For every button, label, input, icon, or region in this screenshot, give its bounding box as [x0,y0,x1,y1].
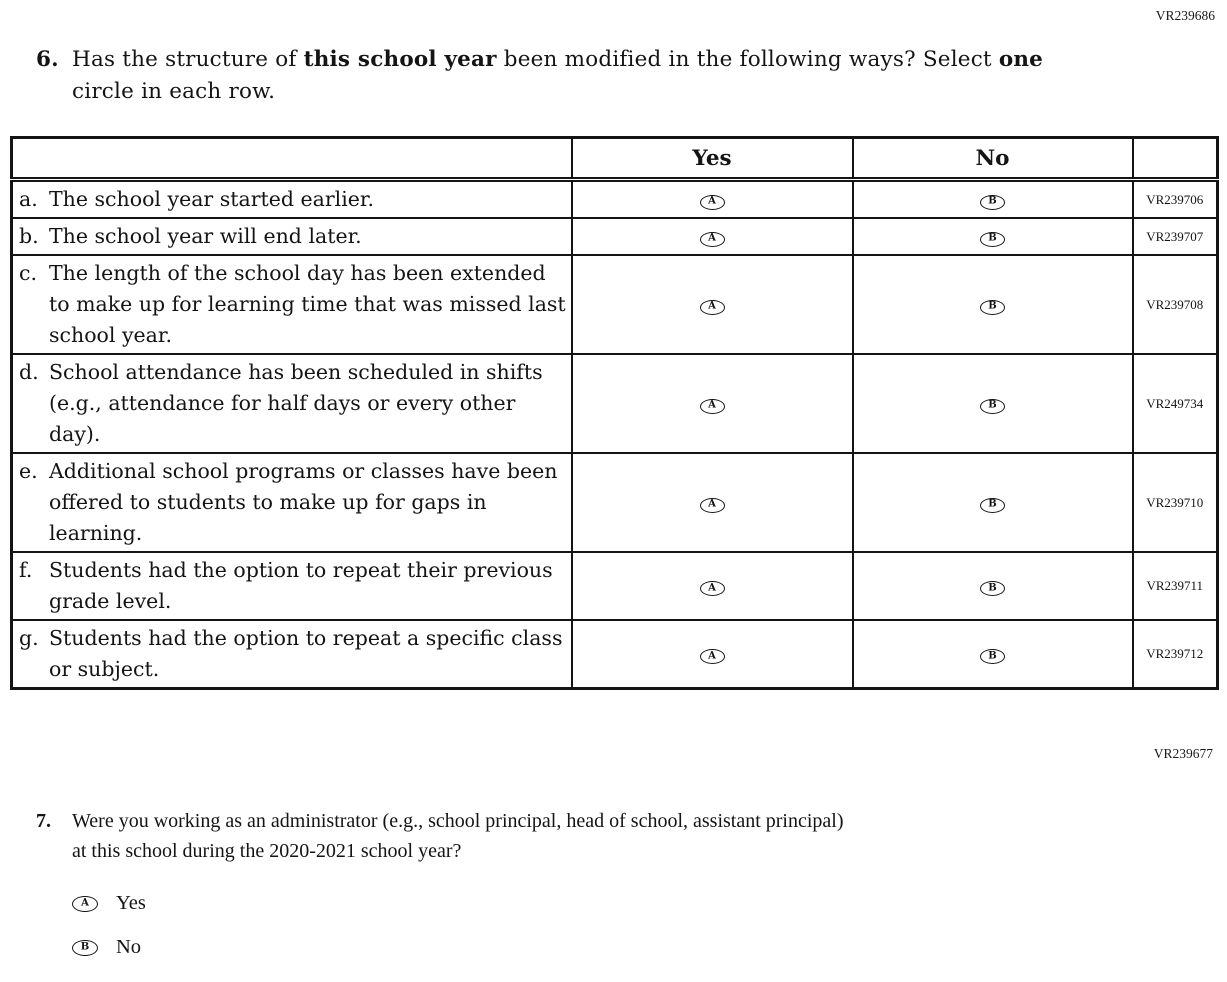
option-no-label: No [116,936,142,958]
question-7 [36,806,1227,866]
row-text: The length of the school day has been extended to make up for learning time that was missed last school year. [49,261,566,347]
bubble-letter: A [708,650,716,662]
bubble-letter: B [988,582,997,594]
answer-bubble-yes[interactable] [700,195,725,210]
row-label: a. [19,187,38,211]
row-label: c. [19,261,37,285]
question-6-text-part: been modified in the following ways? Select [496,47,999,72]
form-code-top: VR239686 [1155,8,1215,23]
row-code: VR239710 [1133,453,1218,552]
answer-bubble-no[interactable] [980,300,1005,315]
header-no: No [853,138,1133,180]
option-yes-label: Yes [116,892,146,914]
row-text: The school year will end later. [49,224,362,248]
bubble-letter: A [708,300,716,312]
question-7-line-2: at this school during the 2020-2021 school year? [72,840,462,862]
row-text: School attendance has been scheduled in shifts (e.g., attendance for half days or every other day). [49,360,543,446]
answer-bubble-no[interactable] [980,399,1005,414]
answer-bubble-yes[interactable] [700,581,725,596]
row-label: e. [19,459,38,483]
bubble-letter: B [988,498,997,510]
bubble-letter: A [708,582,716,594]
table-header-row [12,138,1218,180]
question-6 [36,0,1227,108]
table-row-a [12,180,1218,219]
bubble-letter: B [988,195,997,207]
table-row-c [12,255,1218,354]
table-row-e [12,453,1218,552]
answer-bubble-yes[interactable] [700,300,725,315]
answer-bubble-yes[interactable] [700,232,725,247]
bubble-letter: A [81,897,89,908]
row-text: Students had the option to repeat a specific class or subject. [49,626,563,681]
row-text: Additional school programs or classes have been offered to students to make up for gaps in learning. [49,459,558,545]
bubble-letter: B [988,650,997,662]
bubble-letter: B [988,300,997,312]
row-label: b. [19,224,39,248]
header-code-blank [1133,138,1218,180]
row-label: g. [19,626,39,650]
bubble-letter: B [80,941,90,952]
row-text: Students had the option to repeat their previous grade level. [49,558,553,613]
bubble-letter: B [988,232,997,244]
header-yes: Yes [572,138,853,180]
table-row-g [12,620,1218,689]
question-6-text [72,44,1043,108]
bubble-letter: B [988,399,997,411]
row-text: The school year started earlier. [49,187,374,211]
question-6-text-part: Has the structure of [72,47,304,72]
question-7-options [72,892,1227,959]
answer-bubble-no[interactable] [980,581,1005,596]
row-code: VR249734 [1133,354,1218,453]
row-label: d. [19,360,39,384]
question-7-line-1: Were you working as an administrator (e.g., school principal, head of school, assistant principal) [72,810,844,832]
question-6-bold-part: one [998,47,1044,72]
bubble-letter: A [708,399,716,411]
answer-bubble-yes[interactable] [700,498,725,513]
answer-bubble-yes[interactable] [72,896,98,912]
answer-bubble-no[interactable] [980,195,1005,210]
answer-bubble-no[interactable] [72,940,98,956]
answer-bubble-no[interactable] [980,498,1005,513]
question-7-number: 7. [36,810,51,832]
row-label: f. [19,558,33,582]
answer-bubble-no[interactable] [980,232,1005,247]
row-code: VR239712 [1133,620,1218,689]
question-7-text [72,806,844,866]
form-code-mid: VR239677 [1153,746,1213,761]
bubble-letter: A [708,195,716,207]
bubble-letter: A [708,232,716,244]
row-code: VR239708 [1133,255,1218,354]
table-row-d [12,354,1218,453]
answer-bubble-yes[interactable] [700,649,725,664]
question-6-text-part: circle in each row. [72,79,276,104]
row-code: VR239711 [1133,552,1218,620]
question-6-response-table [10,136,1219,690]
row-code: VR239707 [1133,218,1218,255]
answer-bubble-yes[interactable] [700,399,725,414]
table-row-b [12,218,1218,255]
option-no [72,936,1227,959]
answer-bubble-no[interactable] [980,649,1005,664]
header-blank [12,138,572,180]
question-6-bold-part: this school year [303,47,497,72]
table-row-f [12,552,1218,620]
option-yes [72,892,1227,915]
bubble-letter: A [708,498,716,510]
question-6-number: 6. [36,47,59,72]
row-code: VR239706 [1133,180,1218,219]
